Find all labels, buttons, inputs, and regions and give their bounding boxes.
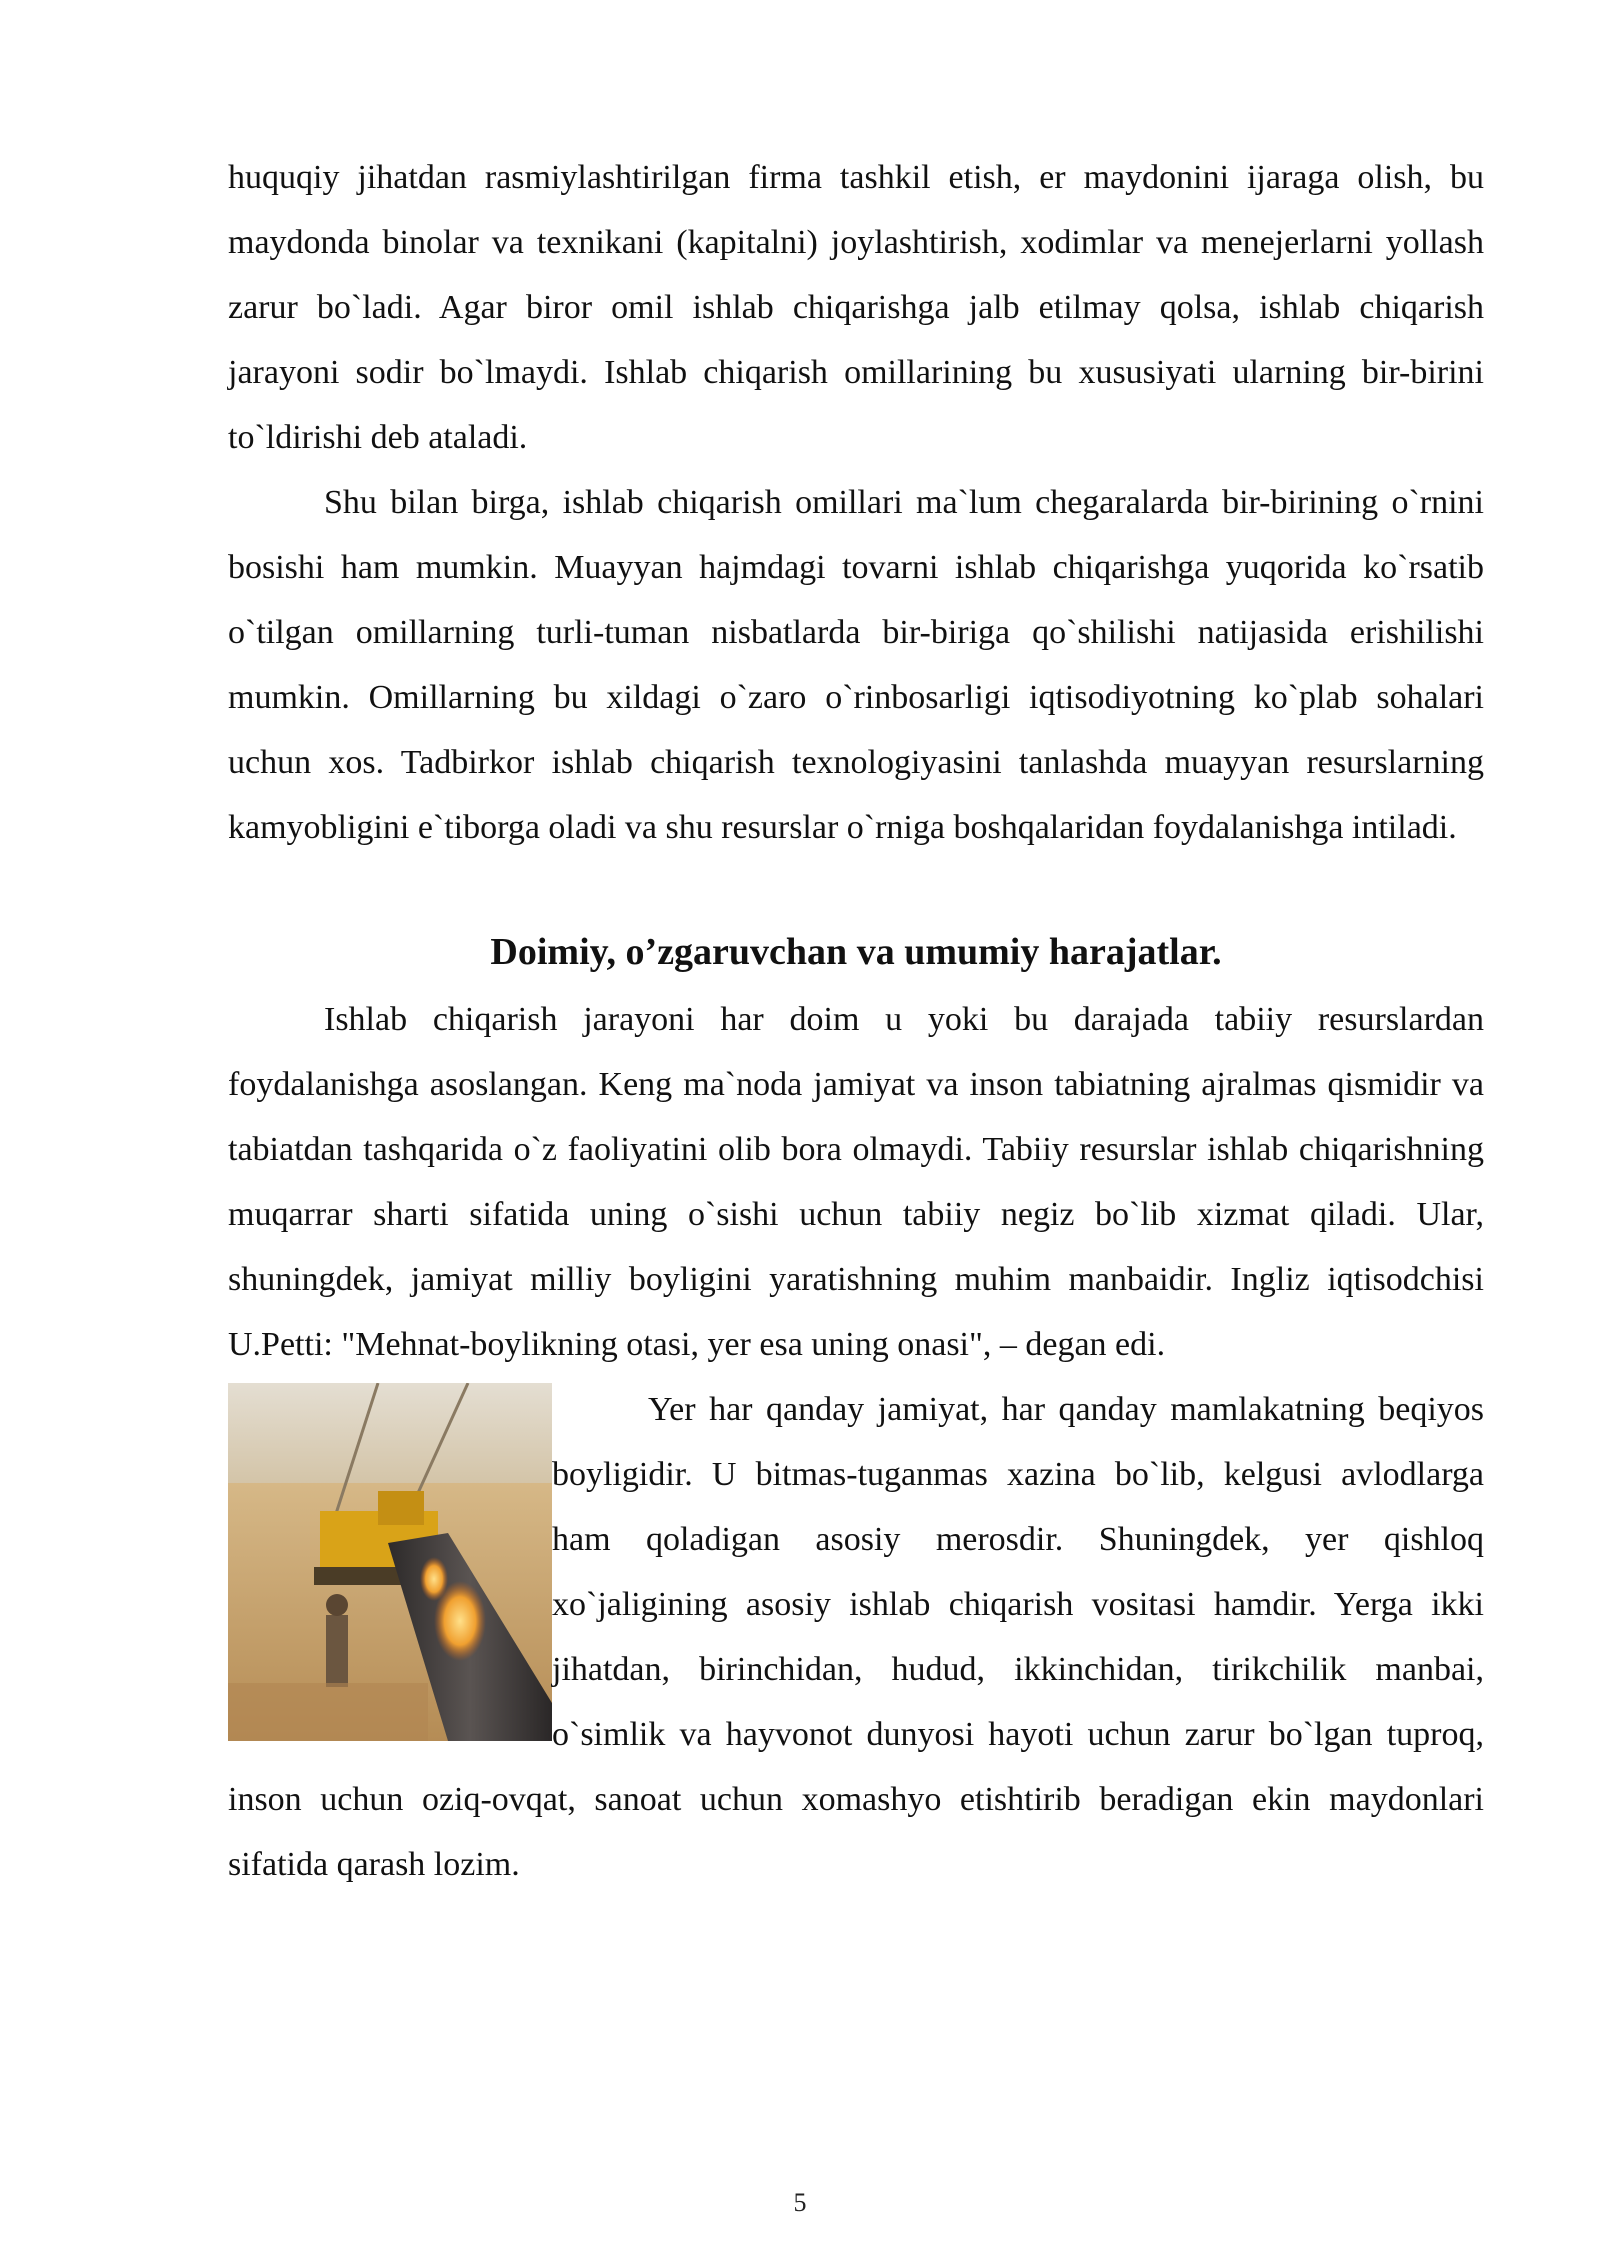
page-body	[228, 145, 1484, 1897]
photo-machine-cab	[378, 1491, 424, 1525]
section-heading: Doimiy, o’zgaruvchan va umumiy harajatlar.	[490, 931, 1222, 973]
photo-flame-2	[420, 1557, 448, 1601]
body-paragraph-1: huquqiy jihatdan rasmiylashtirilgan firma tashkil etish, er maydonini ijaraga olish, bu maydonda binolar va texnikani (kapitalni) joylashtirish, xodimlar va menejerlarni yollash zarur bo`ladi. Agar biror omil ishlab chiqarishga jalb etilmay qolsa, ishlab chiqarish jarayoni sodir bo`lmaydi. Ishlab chiqarish omillarining bu xususiyati ularning bir-birini to`ldirishi deb ataladi.	[228, 159, 1484, 456]
pipeline-photo	[228, 1383, 552, 1741]
photo-worker-body	[326, 1615, 348, 1687]
body-paragraph-2: Shu bilan birga, ishlab chiqarish omillari ma`lum chegaralarda bir-birining o`rnini bosishi ham mumkin. Muayyan hajmdagi tovarni ishlab chiqarishga yuqorida ko`rsatib o`tilgan omillarning turli-tuman nisbatlarda bir-biriga qo`shilishi natijasida erishilishi mumkin. Omillarning bu xildagi o`zaro o`rinbosarligi iqtisodiyotning ko`plab sohalari uchun xos. Tadbirkor ishlab chiqarish texnologiyasini tanlashda muayyan resurslarning kamyobligini e`tiborga oladi va shu resurslar o`rniga boshqalaridan foydalanishga intiladi.	[228, 484, 1484, 846]
body-paragraph-4: Yer har qanday jamiyat, har qanday mamlakatning beqiyos boyligidir. U bitmas-tuganmas xazina bo`lib, kelgusi avlodlarga ham qoladigan asosiy merosdir. Shuningdek, yer qishloq xo`jaligining asosiy ishlab chiqarish vositasi hamdir. Yerga ikki jihatdan, birinchidan, hudud, ikkinchidan, tirikchilik manbai, o`simlik va hayvonot dunyosi hayoti uchun zarur bo`lgan tuproq, inson uchun oziq-ovqat, sanoat uchun xomashyo etishtirib beradigan ekin maydonlari sifatida qarash lozim.	[228, 1391, 1484, 1883]
photo-sky	[228, 1383, 552, 1493]
photo-foreground	[228, 1683, 428, 1741]
photo-worker-head	[326, 1594, 348, 1616]
body-paragraph-3: Ishlab chiqarish jarayoni har doim u yoki bu darajada tabiiy resurslardan foydalanishga asoslangan. Keng ma`noda jamiyat va inson tabiatning ajralmas qismidir va tabiatdan tashqarida o`z faoliyatini olib bora olmaydi. Tabiiy resurslar ishlab chiqarishning muqarrar sharti sifatida uning o`sishi uchun tabiiy negiz bo`lib xizmat qiladi. Ular, shuningdek, jamiyat milliy boyligini yaratishning muhim manbaidir. Ingliz iqtisodchisi U.Petti: "Mehnat-boylikning otasi, yer esa uning onasi", – degan edi.	[228, 1001, 1484, 1363]
page-number: 5	[793, 2188, 807, 2217]
